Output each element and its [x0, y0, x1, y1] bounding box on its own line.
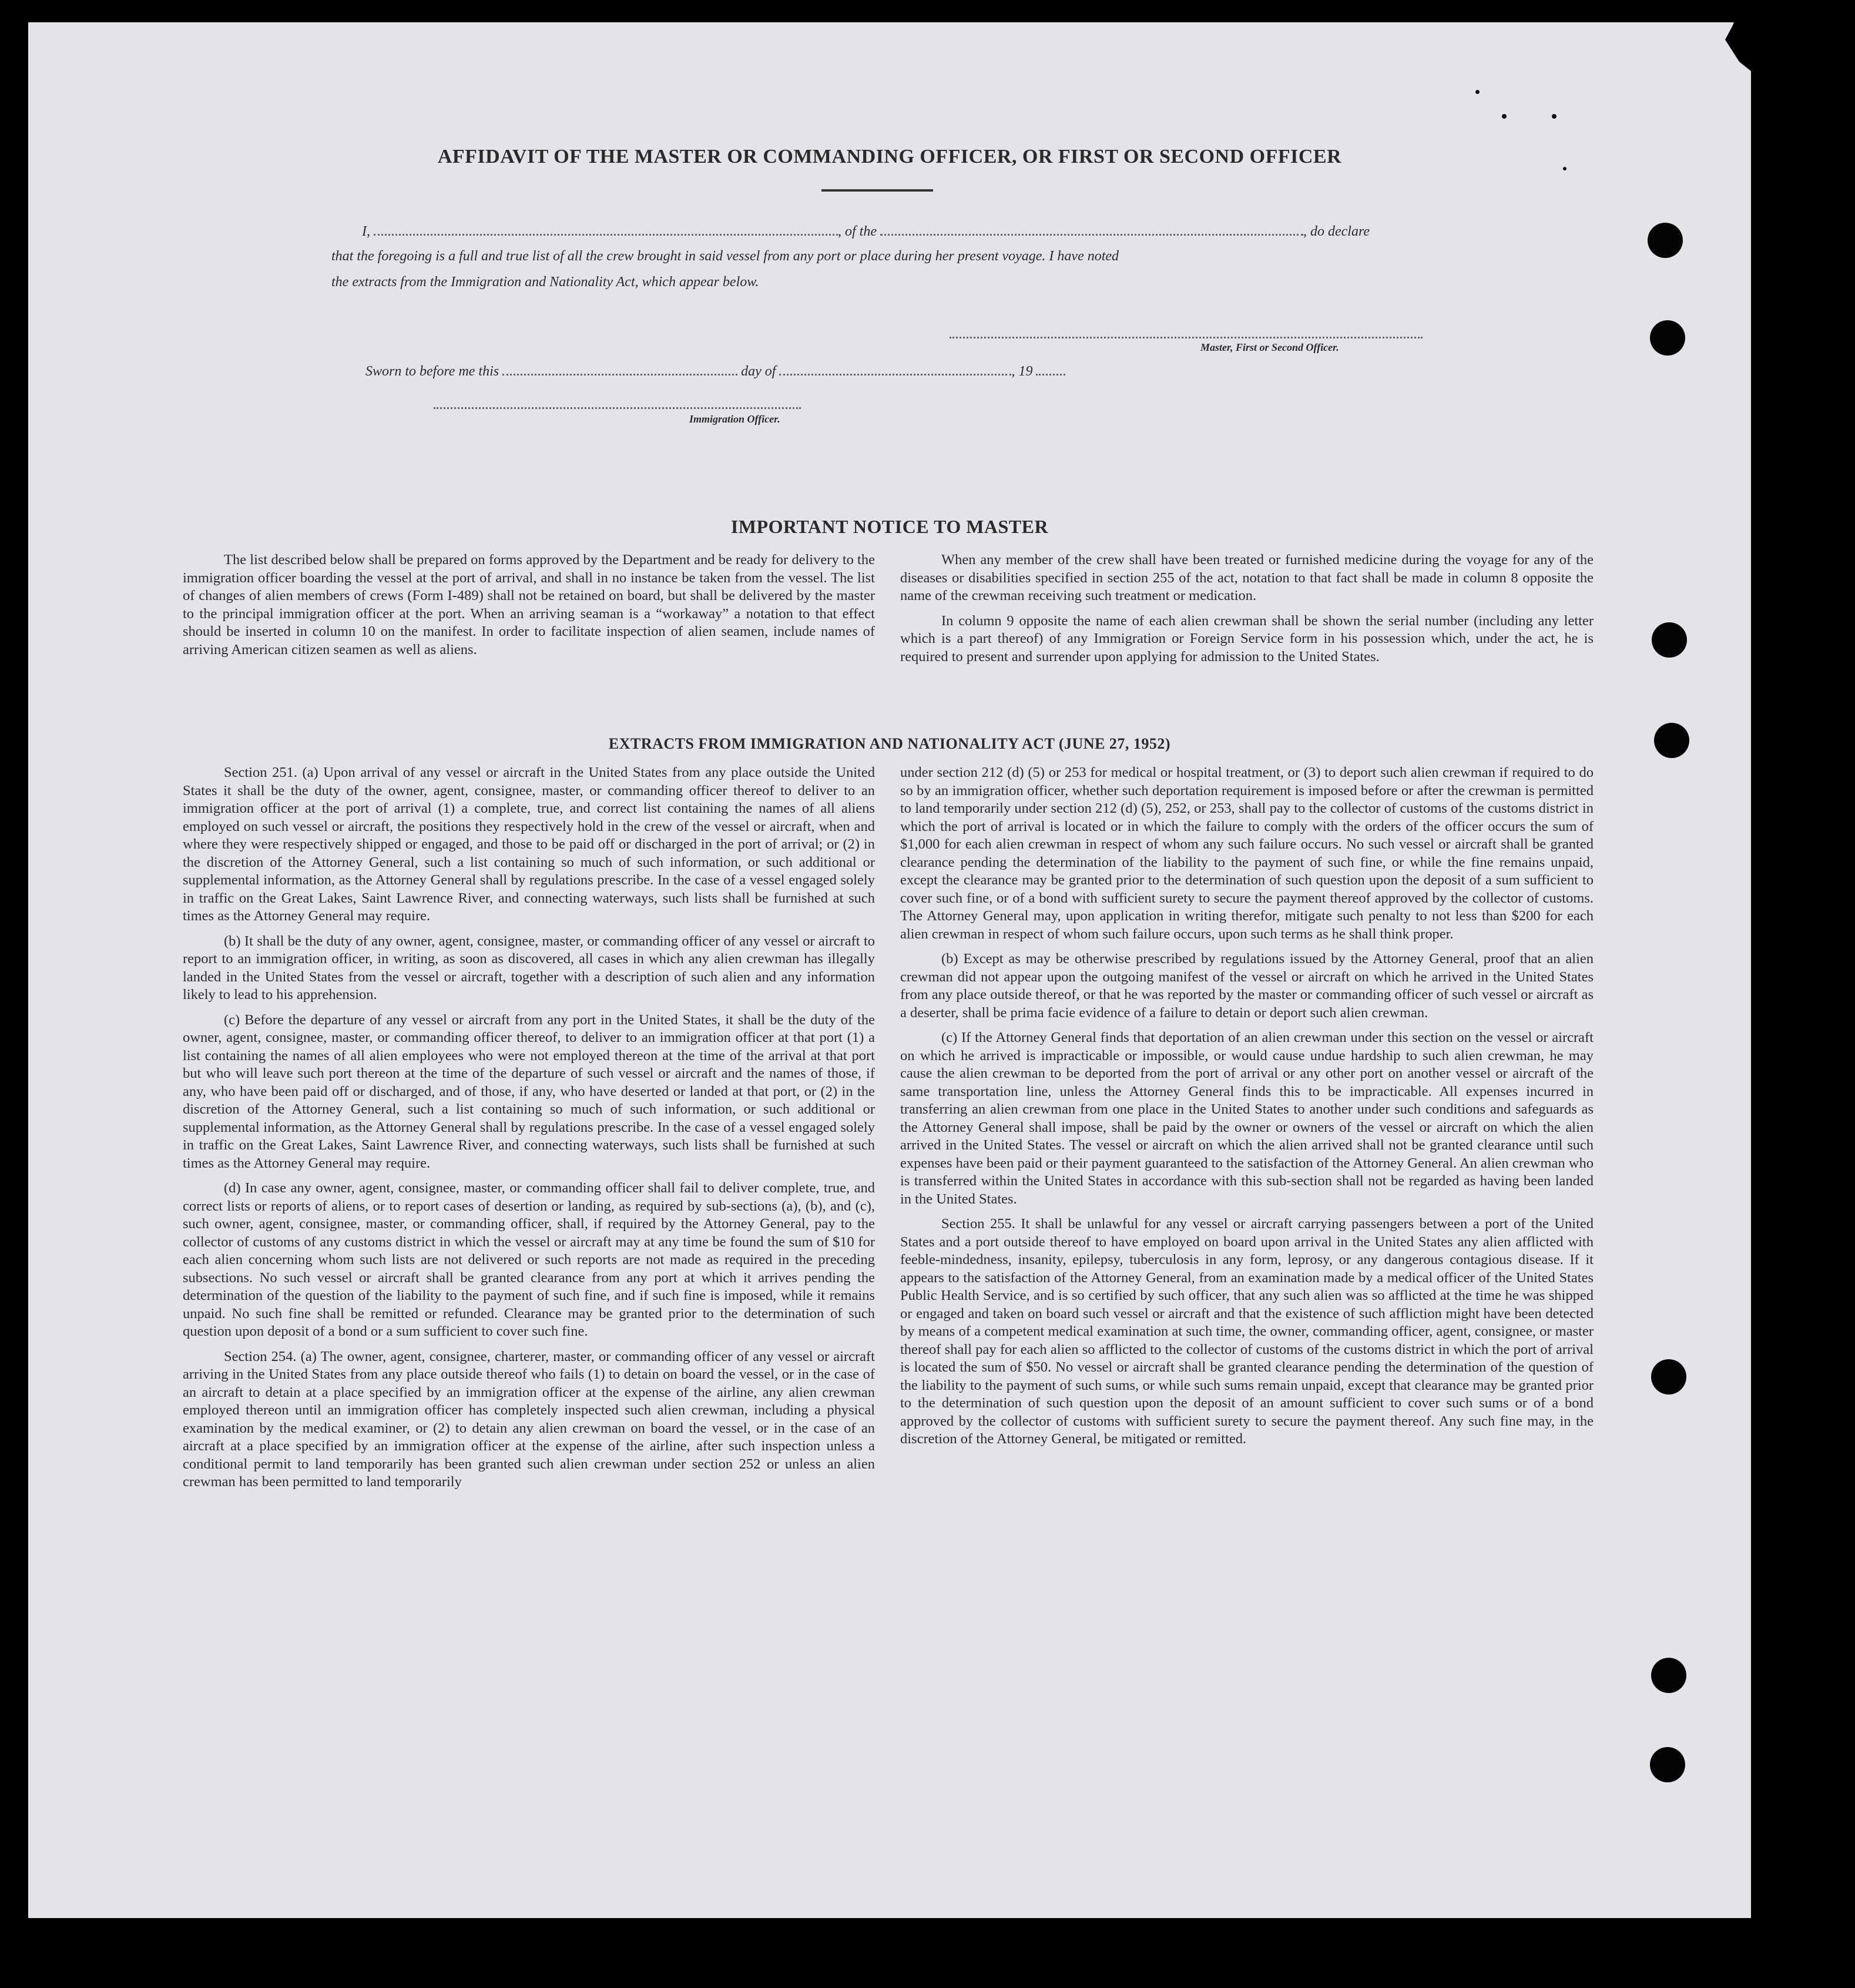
section-251-c: (c) Before the departure of any vessel or aircraft from any port in the United States, it shall be the duty of the owner, agent, consignee, master, or commanding officer thereof, to deliver to an immigration officer at that port (1) a list containing the names of all alien employees who were not employed thereon at the time of the arrival at that port but who will leave such port thereon at the time of the departure of such vessel or aircraft and the names of those, if any, who have been paid off or discharged, and of those, if any, who have deserted or landed at that port, or (2) in the discretion of the Attorney General, such a list containing so much of such information, or such additional or supplemental information, as the Attorney General shall by regulations prescribe. In the case of a vessel engaged solely in traffic on the Great Lakes, Saint Lawrence River, and connecting waterways, such lists shall be furnished at such times as the Attorney General may require. [183, 1011, 875, 1171]
name-blank[interactable] [374, 222, 838, 236]
section-254-a: Section 254. (a) The owner, agent, consignee, charterer, master, or commanding officer of any vessel or aircraft arriving in the United States from any place outside thereof who fails (1) to detain on board the vessel, or in the case of an aircraft to detain at a place specified by an immigration officer at the expense of the airline, any alien crewman employed thereon until an immigration officer has completely inspected such alien crewman, including a physical examination by the medical examiner, or (2) to detain any alien crewman on board the vessel, or in the case of an aircraft at a place specified by an immigration officer at the expense of the airline, after such inspection unless a conditional permit to land temporarily has been granted such alien crewman under section 252 or unless an alien crewman has been permitted to land temporarily [183, 1348, 875, 1490]
notice-left-paragraph: The list described below shall be prepared on forms approved by the Department and be ready for delivery to the immigration officer boarding the vessel at the port of arrival, and shall in no instance be taken from the vessel. The list of changes of alien members of crews (Form I-489) shall not be retained on board, but shall be delivered by the master to the principal immigration officer at the port. When an arriving seaman is a “workaway” a notation to that effect should be inserted in column 10 on the manifest. In order to facilitate inspection of alien seamen, include names of arriving American citizen seamen as well as aliens. [183, 552, 875, 658]
sworn-prefix: Sworn to before me this [365, 364, 499, 379]
binder-hole-icon [1652, 622, 1687, 658]
speck [1552, 114, 1557, 119]
affidavit-title: AFFIDAVIT OF THE MASTER OR COMMANDING OFFICER, OR FIRST OR SECOND OFFICER [437, 146, 1342, 167]
speck [1475, 90, 1480, 94]
sworn-year: , 19 [1011, 364, 1033, 379]
vessel-blank[interactable] [880, 222, 1303, 236]
binder-hole-icon [1651, 1359, 1686, 1394]
affidavit-line2: that the foregoing is a full and true list of all the crew brought in said vessel from any port or place during her present voyage. I have noted [331, 249, 1119, 264]
section-251-b: (b) It shall be the duty of any owner, agent, consignee, master, or commanding officer of any vessel or aircraft to report to an immigration officer, in writing, as soon as discovered, all cases in which any alien crewman has illegally landed in the United States from the vessel or aircraft, together with a description of such alien and any information likely to lead to his apprehension. [183, 933, 875, 1003]
speck [1563, 167, 1566, 170]
line1-i: I, [362, 224, 370, 239]
sworn-day-of: day of [741, 364, 776, 379]
title-underline [821, 189, 933, 192]
extracts-title: EXTRACTS FROM IMMIGRATION AND NATIONALITY ACT (JUNE 27, 1952) [608, 735, 1171, 752]
affidavit-line3: the extracts from the Immigration and Nationality Act, which appear below. [331, 274, 759, 290]
affidavit-line1 [362, 222, 1370, 240]
notice-title: IMPORTANT NOTICE TO MASTER [730, 516, 1049, 537]
notice-left-column [183, 551, 875, 666]
extracts-left-column [183, 764, 875, 1498]
notice-right-column [900, 551, 1594, 673]
notice-right-paragraph-1: When any member of the crew shall have been treated or furnished medicine during the voyage for any of the diseases or disabilities specified in section 255 of the act, notation to that fact shall be made in column 8 opposite the name of the crewman receiving such treatment or medication. [900, 552, 1594, 604]
officer-signature-line[interactable] [434, 407, 801, 409]
binder-hole-icon [1650, 320, 1685, 356]
binder-hole-icon [1650, 1747, 1685, 1782]
day-blank[interactable] [502, 362, 737, 376]
document-page [28, 22, 1751, 1918]
section-254-c: (c) If the Attorney General finds that deportation of an alien crewman under this section on the vessel or aircraft on which he arrived is impracticable or impossible, or would cause undue hardship to such alien crewman, he may cause the alien crewman to be deported from the port of arrival or any other port on another vessel or aircraft of the same transportation line, unless the Attorney General finds this to be impracticable. All expenses incurred in transferring an alien crewman from one place in the United States to another under such conditions and safeguards as the Attorney General shall impose, shall be paid by the owner or owners of the vessel or aircraft on which the alien arrived in the United States. The vessel or aircraft on which the alien arrived shall not be granted clearance until such expenses have been paid or their payment guaranteed to the satisfaction of the Attorney General. An alien crewman who is transferred within the United States in accordance with this sub-section shall not be regarded as having been landed in the United States. [900, 1030, 1594, 1207]
month-blank[interactable] [779, 362, 1011, 376]
notice-right-paragraph-2: In column 9 opposite the name of each alien crewman shall be shown the serial number (including any letter which is a part thereof) of any Immigration or Foreign Service form in his possession which, under the act, he is required to present and surrender upon applying for admission to the United States. [900, 612, 1594, 665]
section-254-b: (b) Except as may be otherwise prescribed by regulations issued by the Attorney General, proof that an alien crewman did not appear upon the outgoing manifest of the vessel or aircraft on which he arrived in the United States from any place outside thereof, or that he was reported by the master or commanding officer of such vessel or aircraft as a deserter, shall be prima facie evidence of a failure to detain or deport such alien crewman. [900, 951, 1594, 1021]
binder-hole-icon [1648, 223, 1683, 258]
year-blank[interactable] [1036, 362, 1065, 376]
line1-of-the: , of the [838, 224, 877, 239]
master-signature-label: Master, First or Second Officer. [1200, 341, 1339, 353]
binder-hole-icon [1654, 723, 1689, 758]
section-251-d: (d) In case any owner, agent, consignee, master, or commanding officer shall fail to deliver complete, true, and correct lists or reports of aliens, or to report cases of desertion or landing, as required by sub-sections (a), (b), and (c), such owner, agent, consignee, master, or commanding officer, shall, if required by the Attorney General, pay to the collector of customs of any customs district in which the vessel or aircraft may at any time be found the sum of $10 for each alien concerning whom such lists are not delivered or such reports are not made as required in the preceding subsections. No such vessel or aircraft shall be granted clearance from any port at which it arrives pending the determination of the question of the liability to the payment of such fine, and if such fine is imposed, while it remains unpaid. No such fine shall be remitted or refunded. Clearance may be granted prior to the determination of such question upon deposit of a bond or a sum sufficient to cover such fine. [183, 1180, 875, 1339]
officer-signature-label: Immigration Officer. [689, 413, 780, 425]
extracts-right-column [900, 764, 1594, 1456]
sworn-line [365, 362, 1065, 380]
line1-declare: , do declare [1303, 224, 1370, 239]
speck [1502, 114, 1507, 119]
master-signature-line[interactable] [950, 337, 1423, 338]
section-254-a-continued: under section 212 (d) (5) or 253 for medical or hospital treatment, or (3) to deport such alien crewman if required to do so by an immigration officer, whether such deportation requirement is imposed before or after the crewman is permitted to land temporarily under section 212 (d) (5), 252, or 253, shall pay to the collector of customs of the customs district in which the port of arrival is located or in which the failure to comply with the orders of the officer occurs the sum of $1,000 for each alien crewman in respect of whom any such failure occurs. No such vessel or aircraft shall be granted clearance pending the determination of the liability to the payment of such fine, or while the fine remains unpaid, except the clearance may be granted prior to the determination of such question upon the deposit of a sum sufficient to cover such fine, or of a bond with sufficient surety to secure the payment thereof approved by the collector of customs. The Attorney General may, upon application in writing therefor, mitigate such penalty to not less than $200 for each alien crewman in respect of whom such failure occurs, upon such terms as he shall think proper. [900, 765, 1594, 942]
binder-hole-icon [1651, 1658, 1686, 1693]
section-255: Section 255. It shall be unlawful for any vessel or aircraft carrying passengers between a port of the United States and a port outside thereof to have employed on board upon arrival in the United States any alien afflicted with feeble-mindedness, insanity, epilepsy, tuberculosis in any form, leprosy, or any dangerous contagious disease. If it appears to the satisfaction of the Attorney General, from an examination made by a medical officer of the United States Public Health Service, and is so certified by such officer, that any such alien was so afflicted at the time he was shipped or engaged and taken on board such vessel or aircraft and that the existence of such affliction might have been detected by means of a competent medical examination at such time, the owner, commanding officer, agent, consignee, or master thereof shall pay for each alien so afflicted to the collector of customs of the customs district in which the port of arrival is located the sum of $50. No vessel or aircraft shall be granted clearance pending the determination of the question of the liability to the payment of such sums, or while such sums remain unpaid, except that clearance may be granted prior to the determination of such question upon the deposit of an amount sufficient to cover such sums or of a bond approved by the collector of customs with sufficient surety to secure the payment thereof. Any such fine may, in the discretion of the Attorney General, be mitigated or remitted. [900, 1216, 1594, 1447]
section-251-a: Section 251. (a) Upon arrival of any vessel or aircraft in the United States from any place outside the United States it shall be the duty of the owner, agent, consignee, master, or commanding officer thereof to deliver to an immigration officer at the port of arrival (1) a complete, true, and correct list containing the names of all aliens employed on such vessel or aircraft, the positions they respectively hold in the crew of the vessel or aircraft, when and where they were respectively shipped or engaged, and those to be paid off or discharged in the port of arrival; or (2) in the discretion of the Attorney General, such a list containing so much of such information, or such additional or supplemental information, as the Attorney General shall by regulations prescribe. In the case of a vessel engaged solely in traffic on the Great Lakes, Saint Lawrence River, and connecting waterways, such lists shall be furnished at such times as the Attorney General may require. [183, 765, 875, 924]
